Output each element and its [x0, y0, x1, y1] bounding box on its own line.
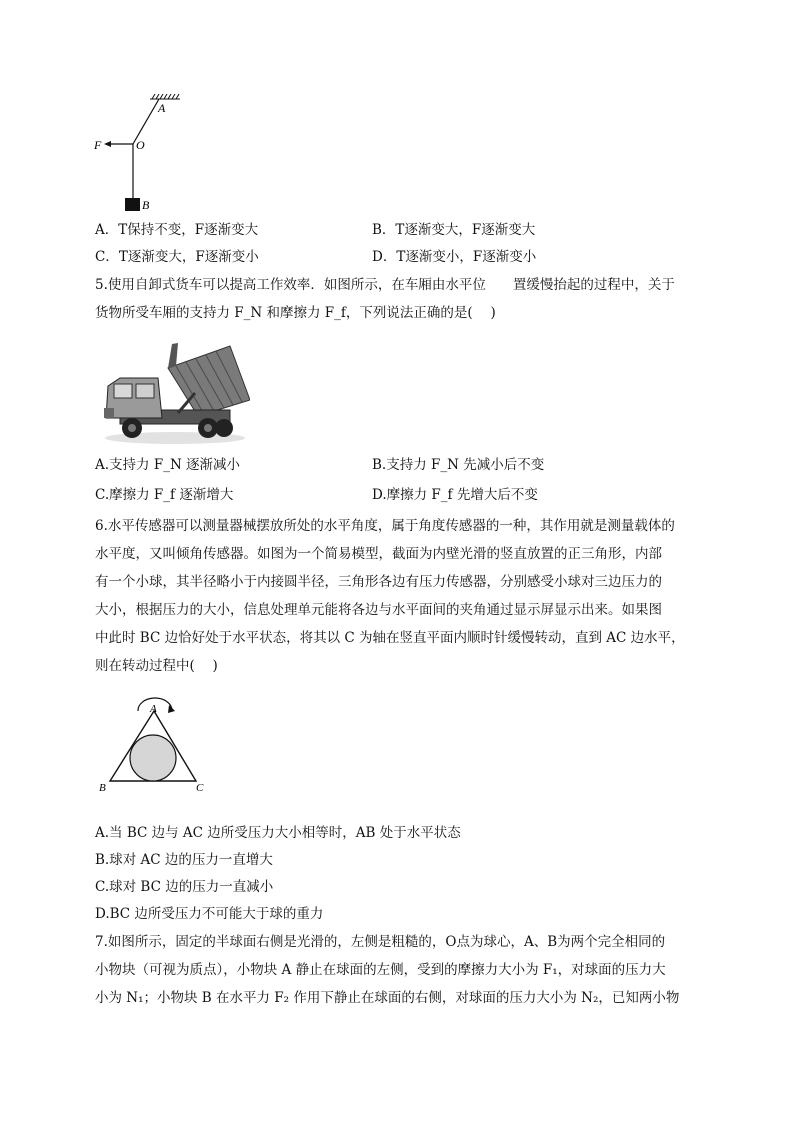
q4-figure [92, 92, 192, 217]
q6-stem-line-6: 则在转动过程中( ) [95, 658, 218, 674]
q4-option-d: D．T逐渐变小，F逐渐变小 [372, 249, 537, 265]
label-b: B [99, 782, 106, 794]
q4-option-c: C．T逐渐变大，F逐渐变小 [95, 249, 259, 265]
q5-option-b: B.支持力 F_N 先减小后不变 [372, 457, 545, 473]
label-b: B [142, 198, 150, 212]
q7-stem-line-3: 小为 N₁；小物块 B 在水平力 F₂ 作用下静止在球面的右侧，对球面的压力大小为 N₂，已知两小物 [95, 990, 680, 1006]
q5-stem-line-2: 货物所受车厢的支持力 F_N 和摩擦力 F_f，下列说法正确的是( ) [95, 305, 496, 321]
arrow-head-icon [104, 141, 111, 147]
label-c: C [196, 782, 204, 794]
ceiling-hatch [150, 94, 180, 99]
q6-stem-line-2: 水平度，又叫倾角传感器。如图为一个简易模型，截面为内壁光滑的竖直放置的正三角形，内部 [95, 546, 662, 562]
q4-option-b: B．T逐渐变大，F逐渐变大 [372, 222, 536, 238]
block-b [125, 198, 140, 211]
label-f: F [94, 138, 102, 152]
label-a: A [158, 101, 166, 115]
q6-stem-line-5: 中此时 BC 边恰好处于水平状态，将其以 C 为轴在竖直平面内顺时针缓慢转动，直到 AC 边水平， [95, 630, 685, 646]
q5-option-c: C.摩擦力 F_f 逐渐增大 [95, 487, 234, 503]
ball [130, 735, 176, 781]
label-a: A [150, 703, 157, 715]
q6-stem-line-3: 有一个小球，其半径略小于内接圆半径，三角形各边有压力传感器，分别感受小球对三边压力的 [95, 574, 662, 590]
q5-stem-line-1: 5.使用自卸式货车可以提高工作效率．如图所示，在车厢由水平位 置缓慢抬起的过程中，关于 [95, 277, 675, 293]
q6-stem-line-4: 大小，根据压力的大小，信息处理单元能将各边与水平面间的夹角通过显示屏显示出来。如果图 [95, 602, 662, 618]
q5-option-a: A.支持力 F_N 逐渐减小 [95, 457, 241, 473]
q6-stem-line-1: 6.水平传感器可以测量器械摆放所处的水平角度，属于角度传感器的一种，其作用就是测量载体的 [95, 518, 675, 534]
q4-option-a: A．T保持不变，F逐渐变大 [95, 222, 259, 238]
q6-figure [96, 694, 216, 796]
label-o: O [136, 138, 145, 152]
dump-truck-image [100, 338, 250, 446]
q7-stem-line-1: 7.如图所示，固定的半球面右侧是光滑的，左侧是粗糙的，O点为球心，A、B为两个完全相同的 [95, 934, 666, 950]
q6-option-b: B.球对 AC 边的压力一直增大 [95, 852, 273, 868]
q5-option-d: D.摩擦力 F_f 先增大后不变 [372, 487, 538, 503]
q6-option-c: C.球对 BC 边的压力一直减小 [95, 879, 274, 895]
q7-stem-line-2: 小物块（可视为质点），小物块 A 静止在球面的左侧，受到的摩擦力大小为 F₁，对球面的压力大 [95, 962, 666, 978]
q6-option-a: A.当 BC 边与 AC 边所受压力大小相等时，AB 处于水平状态 [95, 825, 461, 841]
q6-option-d: D.BC 边所受压力不可能大于球的重力 [95, 906, 324, 922]
